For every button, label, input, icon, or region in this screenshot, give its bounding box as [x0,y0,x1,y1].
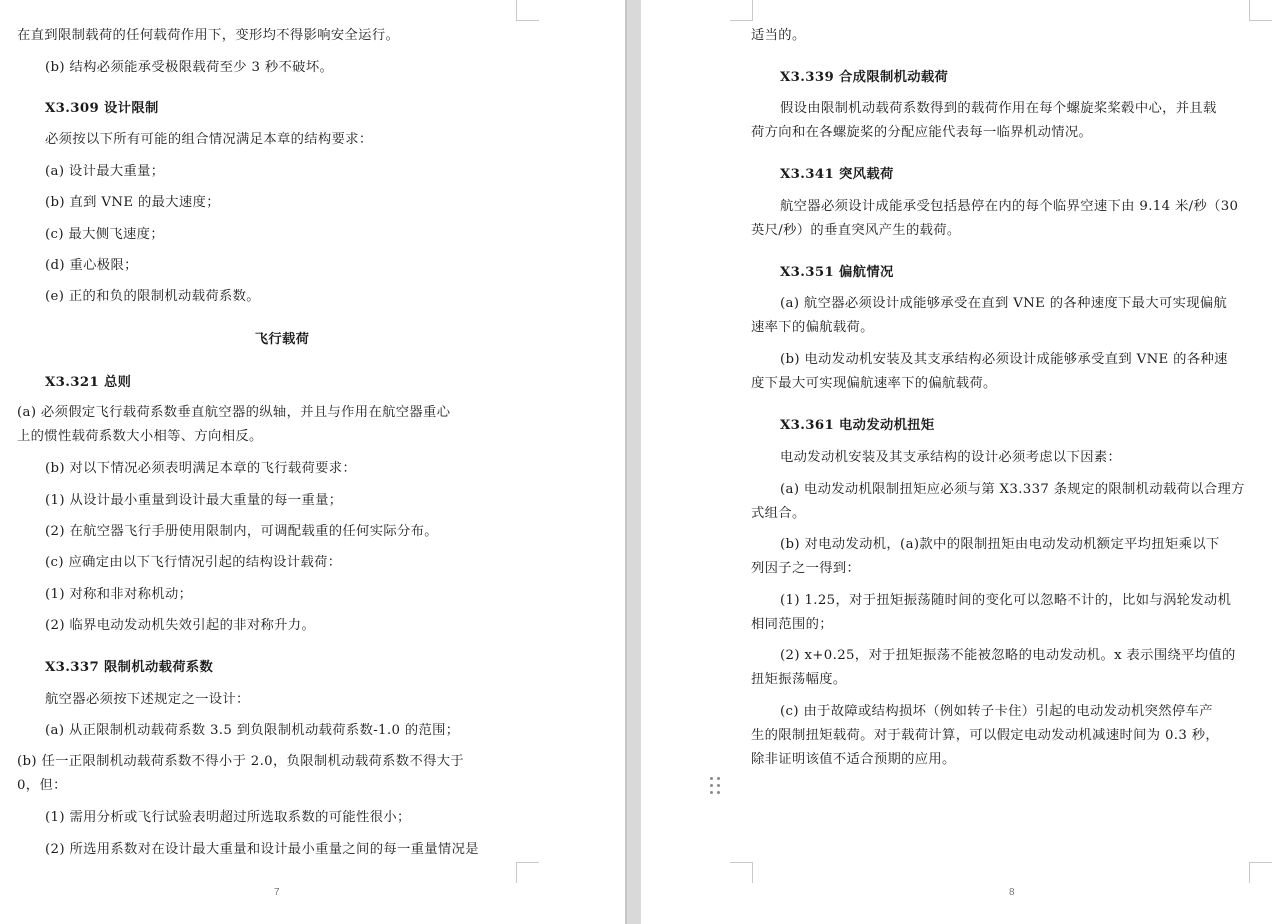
text-line: 式组合。 [751,506,806,521]
text-line: 速率下的偏航载荷。 [751,320,874,335]
text-line: 荷方向和在各螺旋桨的分配应能代表每一临界机动情况。 [751,125,1093,140]
text-line: 度下最大可实现偏航速率下的偏航载荷。 [751,376,997,391]
text-line: (b) 电动发动机安装及其支承结构必须设计成能够承受直到 VNE 的各种速 [780,352,1228,367]
text-line: (2) 所选用系数对在设计最大重量和设计最小重量之间的每一重量情况是 [45,842,479,857]
page-number: 7 [274,887,280,898]
paragraph [751,589,1231,637]
text-line: (a) 从正限制机动载荷系数 3.5 到负限制机动载荷系数-1.0 的范围； [45,723,460,738]
paragraph [751,478,1245,526]
text-line: X3.339 合成限制机动载荷 [780,70,949,85]
text-line: 假设由限制机动载荷系数得到的载荷作用在每个螺旋桨桨毂中心，并且载 [780,101,1217,116]
paragraph [17,128,373,152]
crop-mark-top-right [516,0,539,21]
text-line: X3.321 总则 [45,375,132,390]
paragraph [17,160,164,184]
section-heading [17,656,213,680]
text-line: 飞行载荷 [254,332,310,347]
text-line: (d) 重心极限； [45,258,138,273]
page-number: 8 [1009,887,1015,898]
text-line: (b) 对以下情况必须表明满足本章的飞行载荷要求： [45,461,357,476]
chapter-title [222,328,342,352]
paragraph [17,285,260,309]
paragraph [17,838,479,862]
paragraph [751,700,1219,772]
text-line: (b) 任一正限制机动载荷系数不得小于 2.0，负限制机动载荷系数不得大于 [17,754,465,769]
text-line: (1) 对称和非对称机动； [45,587,193,602]
text-line: (c) 最大侧飞速度； [45,227,164,242]
document-page-7 [0,0,625,924]
paragraph [751,348,1228,396]
paragraph [17,719,459,743]
text-line: (b) 直到 VNE 的最大速度； [45,195,220,210]
section-heading [17,371,131,395]
crop-mark-top-right [1249,0,1272,21]
paragraph [17,56,333,80]
text-line: (1) 1.25，对于扭矩振荡随时间的变化可以忽略不计的，比如与涡轮发动机 [780,593,1232,608]
paragraph [17,750,464,798]
text-line: (2) 在航空器飞行手册使用限制内，可调配载重的任何实际分布。 [45,524,438,539]
text-line: (b) 对电动发动机，(a)款中的限制扭矩由电动发动机额定平均扭矩乘以下 [780,537,1220,552]
paragraph [17,614,315,638]
paragraph [751,292,1227,340]
text-line: X3.337 限制机动载荷系数 [45,660,214,675]
paragraph [17,583,192,607]
crop-mark-bottom-right [516,862,539,883]
paragraph [751,533,1220,581]
text-line: (a) 设计最大重量； [45,164,165,179]
document-page-8 [641,0,1280,924]
section-heading [751,163,894,187]
text-line: (c) 由于故障或结构损坏（例如转子卡住）引起的电动发动机突然停车产 [780,704,1213,719]
page-gutter [625,0,641,924]
text-line: (2) x+0.25，对于扭矩振荡不能被忽略的电动发动机。x 表示围绕平均值的 [780,648,1236,663]
text-line: (2) 临界电动发动机失效引起的非对称升力。 [45,618,316,633]
section-heading [17,97,159,121]
text-line: (1) 从设计最小重量到设计最大重量的每一重量； [45,493,343,508]
paragraph [17,254,138,278]
paragraph [17,688,250,712]
text-line: (a) 必须假定飞行载荷系数垂直航空器的纵轴，并且与作用在航空器重心 [17,405,451,420]
text-line: 列因子之一得到： [751,561,861,576]
text-line: 0，但： [17,778,67,793]
paragraph [17,24,399,48]
text-line: X3.351 偏航情况 [780,265,894,280]
text-line: 航空器必须设计成能承受包括悬停在内的每个临界空速下由 9.14 米/秒（30 [780,199,1239,214]
section-heading [751,414,935,438]
text-line: (a) 电动发动机限制扭矩应必须与第 X3.337 条规定的限制机动载荷以合理方 [780,482,1245,497]
paragraph [17,806,411,830]
text-line: 上的惯性载荷系数大小相等、方向相反。 [17,429,263,444]
text-line: 航空器必须按下述规定之一设计： [45,692,250,707]
paragraph [17,489,342,513]
paragraph [17,223,164,247]
paragraph [17,401,450,449]
crop-mark-bottom-right [1249,862,1272,883]
paragraph [751,97,1217,145]
text-line: 英尺/秒）的垂直突风产生的载荷。 [751,223,961,238]
text-line: 相同范围的； [751,617,833,632]
paragraph [751,24,806,48]
paragraph [751,195,1238,243]
paragraph [17,191,220,215]
text-line: (1) 需用分析或飞行试验表明超过所选取系数的可能性很小； [45,810,411,825]
drag-handle-icon[interactable] [710,777,722,795]
text-line: (b) 结构必须能承受极限载荷至少 3 秒不破坏。 [45,60,334,75]
paragraph [751,446,1121,470]
text-line: 除非证明该值不适合预期的应用。 [751,752,956,767]
text-line: 生的限制扭矩载荷。对于载荷计算，可以假定电动发动机减速时间为 0.3 秒， [751,728,1220,743]
text-line: 电动发动机安装及其支承结构的设计必须考虑以下因素： [780,450,1122,465]
section-heading [751,261,894,285]
paragraph [17,457,356,481]
section-heading [751,66,948,90]
text-line: X3.341 突风载荷 [780,167,894,182]
text-line: (c) 应确定由以下飞行情况引起的结构设计载荷： [45,555,342,570]
text-line: (e) 正的和负的限制机动载荷系数。 [45,289,260,304]
text-line: (a) 航空器必须设计成能够承受在直到 VNE 的各种速度下最大可实现偏航 [780,296,1228,311]
text-line: X3.361 电动发动机扭矩 [780,418,935,433]
paragraph [751,644,1236,692]
crop-mark-top-left [730,0,753,21]
text-line: 适当的。 [751,28,806,43]
crop-mark-bottom-left [730,862,753,883]
text-line: 在直到限制载荷的任何载荷作用下，变形均不得影响安全运行。 [17,28,400,43]
text-line: X3.309 设计限制 [45,101,159,116]
paragraph [17,520,438,544]
text-line: 扭矩振荡幅度。 [751,672,847,687]
text-line: 必须按以下所有可能的组合情况满足本章的结构要求： [45,132,373,147]
paragraph [17,551,341,575]
